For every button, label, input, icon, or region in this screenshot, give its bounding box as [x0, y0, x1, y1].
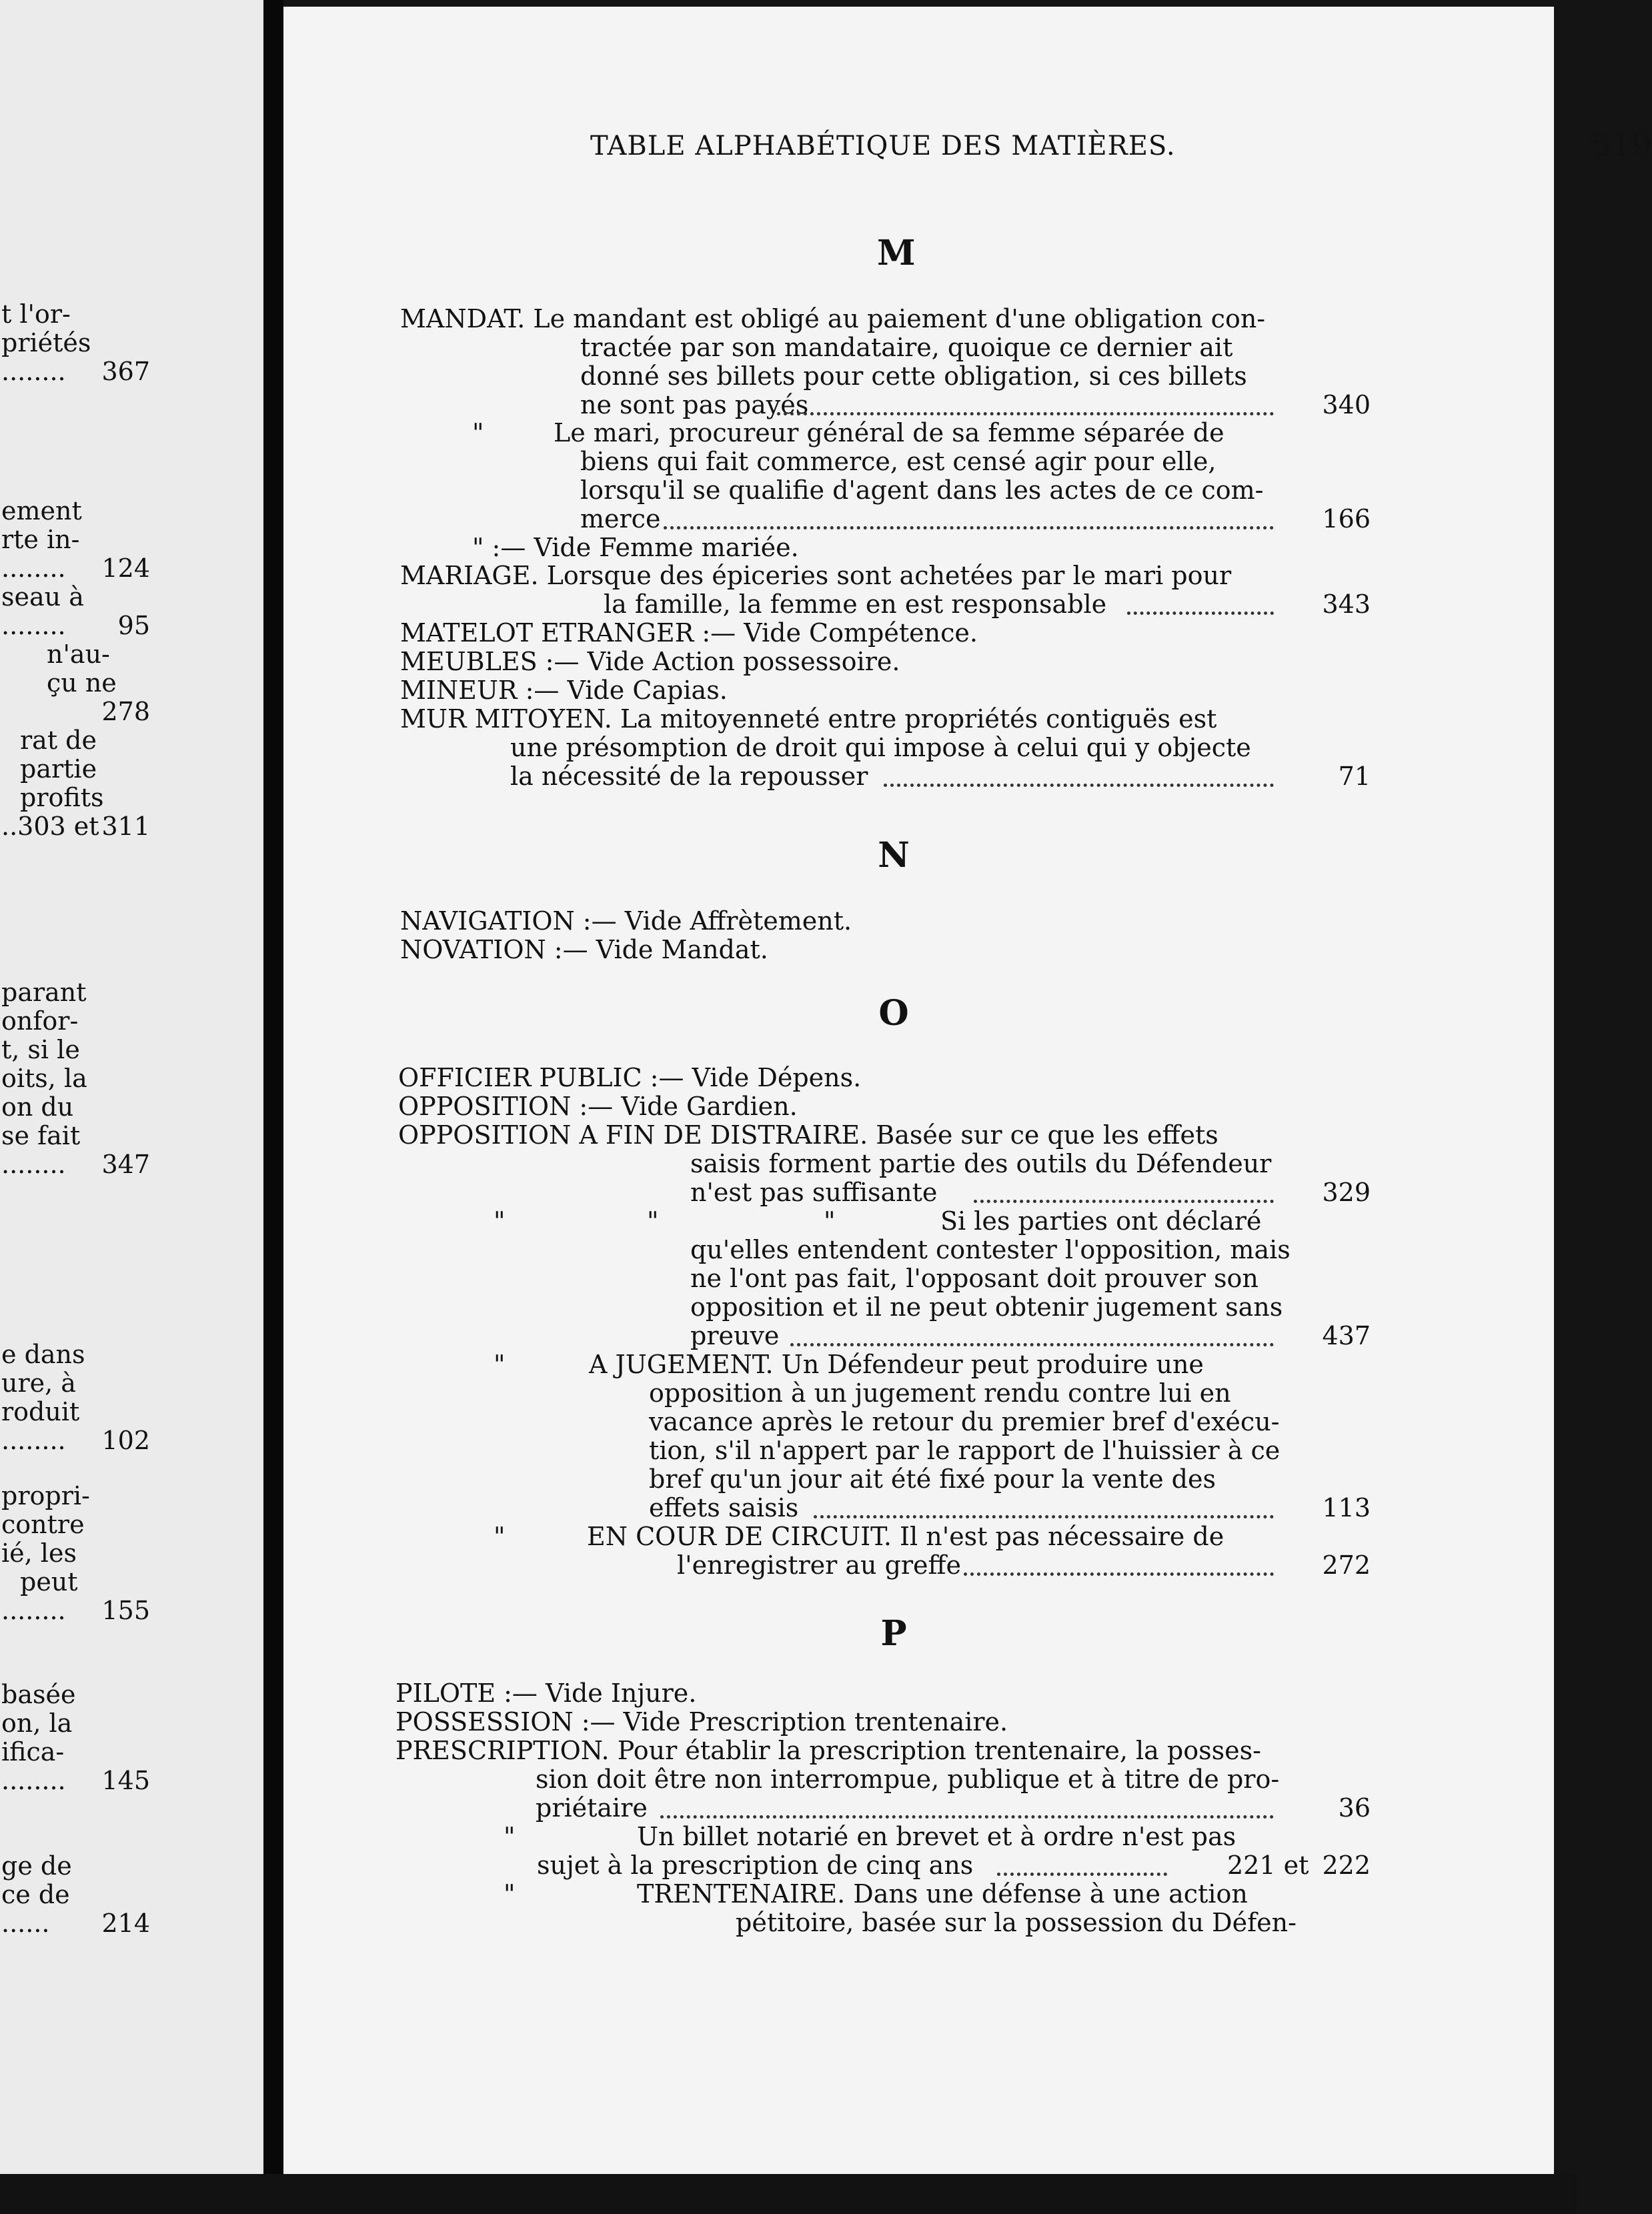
ditto-mark: ": [494, 1350, 506, 1379]
index-entry: NAVIGATION :— Vide Affrètement.: [400, 906, 852, 936]
page-reference: 222: [1322, 1851, 1371, 1880]
index-entry-continuation: une présomption de droit qui impose à celui qui y objecte: [510, 733, 1251, 762]
left-line: partie: [20, 754, 97, 784]
index-entry-sub: " :— Vide Femme mariée.: [472, 533, 799, 562]
left-page-number: 367: [101, 357, 150, 386]
section-letter: M: [877, 233, 916, 273]
page-reference: 113: [1322, 1493, 1371, 1522]
left-line: ement: [1, 496, 82, 525]
index-entry-continuation: ne sont pas payés: [580, 390, 809, 419]
left-line: roduit: [1, 1397, 80, 1426]
left-line: profits: [20, 783, 104, 812]
ditto-mark: ": [494, 1522, 506, 1551]
left-line: priétés: [1, 328, 91, 357]
index-entry-continuation: priétaire: [536, 1793, 648, 1823]
main-page: [283, 7, 1652, 2174]
left-line: n'au-: [47, 640, 110, 669]
left-line: ......: [1, 1909, 50, 1938]
left-line: ........: [1, 1766, 66, 1795]
index-entry: PRESCRIPTION. Pour établir la prescription trentenaire, la posses-: [395, 1736, 1261, 1765]
index-entry-continuation: lorsqu'il se qualifie d'agent dans les actes de ce com-: [580, 475, 1264, 505]
left-page-number: 214: [101, 1909, 150, 1938]
index-entry: POSSESSION :— Vide Prescription trentenaire.: [395, 1707, 1008, 1737]
left-line: ........: [1, 611, 66, 640]
left-line: rte in-: [1, 525, 80, 554]
index-entry: PILOTE :— Vide Injure.: [395, 1679, 697, 1708]
index-entry-sub: Le mari, procureur général de sa femme séparée de: [554, 418, 1224, 447]
leader-dots: [1127, 610, 1274, 615]
index-entry-continuation: tractée par son mandataire, quoique ce dernier ait: [580, 333, 1233, 362]
left-line: parant: [1, 978, 87, 1007]
leader-dots: [790, 1341, 1274, 1346]
page-reference: 343: [1322, 590, 1371, 619]
left-page-number: 95: [117, 611, 150, 640]
index-entry-continuation: l'enregistrer au greffe: [677, 1550, 962, 1580]
left-line: on du: [1, 1092, 74, 1122]
page-reference: 221 et: [1227, 1851, 1309, 1880]
ditto-mark: ": [472, 418, 484, 447]
ditto-mark: ": [504, 1879, 516, 1909]
left-line: ce de: [1, 1880, 70, 1909]
page-reference: 329: [1322, 1178, 1371, 1207]
left-page-number: 124: [101, 554, 150, 583]
scan-border: [0, 2174, 1577, 2214]
index-entry-continuation: donné ses billets pour cette obligation, si ces billets: [580, 361, 1247, 391]
left-page-fragment: [0, 0, 263, 2214]
index-entry-sub: TRENTENAIRE. Dans une défense à une action: [637, 1879, 1248, 1909]
left-line: peut: [20, 1567, 78, 1596]
left-line: ........: [1, 1150, 66, 1179]
book-gutter: [263, 0, 283, 2214]
index-entry-continuation: tion, s'il n'appert par le rapport de l'huissier à ce: [649, 1436, 1281, 1465]
index-entry-sub: Un billet notarié en brevet et à ordre n'est pas: [637, 1822, 1236, 1851]
left-line: ifica-: [1, 1737, 65, 1767]
page-reference: 437: [1322, 1321, 1371, 1350]
index-entry-continuation: biens qui fait commerce, est censé agir pour elle,: [580, 447, 1216, 476]
left-line: ........: [1, 554, 66, 583]
index-entry: MINEUR :— Vide Capias.: [400, 676, 728, 705]
left-line: se fait: [1, 1121, 81, 1150]
index-entry-continuation: opposition à un jugement rendu contre lui en: [649, 1378, 1231, 1408]
left-page-number: 347: [101, 1150, 150, 1179]
left-line: ié, les: [1, 1538, 77, 1568]
ditto-mark: ": [824, 1206, 836, 1236]
section-letter: P: [880, 1613, 907, 1654]
left-page-number: 278: [101, 697, 150, 726]
left-line: contre: [1, 1510, 85, 1539]
left-line: ge de: [1, 1851, 72, 1881]
left-line: on, la: [1, 1709, 73, 1738]
index-entry-continuation: preuve: [690, 1321, 780, 1350]
left-line: ........: [1, 357, 66, 386]
ditto-mark: ": [504, 1822, 516, 1851]
index-entry: MUR MITOYEN. La mitoyenneté entre propriétés contiguës est: [400, 704, 1217, 734]
left-page-number: 155: [101, 1596, 150, 1625]
section-letter: N: [878, 835, 910, 876]
left-line: basée: [1, 1680, 76, 1709]
index-entry-continuation: qu'elles entendent contester l'opposition, mais: [690, 1235, 1291, 1264]
left-line: oits, la: [1, 1064, 87, 1093]
left-line: ........: [1, 1596, 66, 1625]
left-line: seau à: [1, 582, 84, 612]
leader-dots: [660, 1813, 1274, 1819]
left-line: t l'or-: [1, 299, 71, 329]
index-entry: NOVATION :— Vide Mandat.: [400, 935, 768, 964]
index-entry: OFFICIER PUBLIC :— Vide Dépens.: [398, 1063, 862, 1092]
index-entry-continuation: vacance après le retour du premier bref d'exécu-: [649, 1407, 1280, 1436]
left-page-number: 311: [101, 812, 150, 841]
leader-dots: [814, 1513, 1274, 1518]
left-page-number: 102: [101, 1426, 150, 1455]
index-entry: MEUBLES :— Vide Action possessoire.: [400, 647, 900, 676]
ditto-mark: ": [494, 1206, 506, 1236]
left-line: ..303 et: [1, 812, 99, 841]
leader-dots: [974, 1198, 1274, 1203]
leader-dots: [997, 1871, 1167, 1876]
page-reference: 71: [1338, 762, 1371, 791]
section-letter: O: [878, 993, 909, 1034]
index-entry: OPPOSITION :— Vide Gardien.: [398, 1092, 798, 1121]
left-page-number: 145: [101, 1766, 150, 1795]
index-entry-continuation: la famille, la femme en est responsable: [604, 590, 1107, 619]
left-line: onfor-: [1, 1006, 79, 1036]
index-entry-continuation: n'est pas suffisante: [690, 1178, 938, 1207]
leader-dots: [964, 1570, 1274, 1576]
index-entry-continuation: sujet à la prescription de cinq ans: [537, 1851, 974, 1880]
page-reference: 340: [1322, 390, 1371, 419]
leader-dots: [884, 782, 1274, 787]
index-entry: MATELOT ETRANGER :— Vide Compétence.: [400, 618, 978, 648]
page-reference: 166: [1322, 504, 1371, 533]
index-entry-sub: A JUGEMENT. Un Défendeur peut produire une: [589, 1350, 1204, 1379]
left-line: ure, à: [1, 1368, 76, 1398]
index-entry: MANDAT. Le mandant est obligé au paiement d'une obligation con-: [400, 304, 1266, 333]
page-reference: 272: [1322, 1550, 1371, 1580]
page-reference: 36: [1338, 1793, 1371, 1823]
index-entry-continuation: effets saisis: [649, 1493, 799, 1522]
index-entry: MARIAGE. Lorsque des épiceries sont achetées par le mari pour: [400, 561, 1232, 590]
leader-dots: [777, 410, 1274, 415]
left-line: ........: [1, 1426, 66, 1455]
page-number: 519: [1591, 127, 1652, 164]
left-line: rat de: [20, 726, 97, 755]
index-entry-sub: EN COUR DE CIRCUIT. Il n'est pas nécessaire de: [587, 1522, 1224, 1551]
ditto-mark: ": [647, 1206, 659, 1236]
index-entry-continuation: saisis forment partie des outils du Défendeur: [690, 1149, 1272, 1178]
running-header: TABLE ALPHABÉTIQUE DES MATIÈRES.: [590, 131, 1176, 161]
index-entry-continuation: sion doit être non interrompue, publique et à titre de pro-: [536, 1765, 1280, 1794]
index-entry-continuation: la nécessité de la repousser: [510, 762, 868, 791]
index-entry-continuation: merce: [580, 504, 661, 533]
index-entry-continuation: ne l'ont pas fait, l'opposant doit prouver son: [690, 1264, 1259, 1293]
index-entry: OPPOSITION A FIN DE DISTRAIRE. Basée sur ce que les effets: [398, 1120, 1218, 1150]
left-line: t, si le: [1, 1035, 80, 1064]
index-entry-continuation: bref qu'un jour ait été fixé pour la vente des: [649, 1464, 1216, 1494]
leader-dots: [664, 524, 1274, 529]
left-line: propri-: [1, 1481, 90, 1510]
index-entry-continuation: opposition et il ne peut obtenir jugement sans: [690, 1292, 1283, 1322]
left-line: e dans: [1, 1340, 85, 1369]
index-entry-sub: Si les parties ont déclaré: [940, 1206, 1262, 1236]
index-entry-continuation: pétitoire, basée sur la possession du Défen-: [736, 1908, 1297, 1937]
left-line: çu ne: [47, 668, 117, 698]
